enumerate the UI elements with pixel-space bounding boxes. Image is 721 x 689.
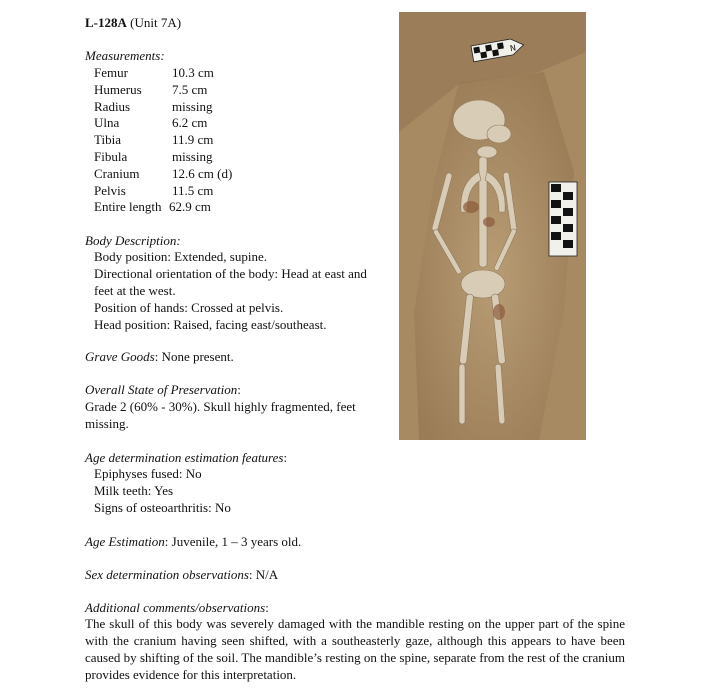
sex-determination-value: : N/A xyxy=(248,567,279,582)
body-description-heading: Body Description: xyxy=(85,233,181,248)
preservation-heading xyxy=(85,381,241,398)
preservation-label: Overall State of Preservation xyxy=(85,382,238,397)
measurement-value: 11.5 cm xyxy=(172,183,214,198)
measurement-value: 6.2 cm xyxy=(172,115,208,130)
head-position-text: Head position: Raised, facing east/southeast. xyxy=(94,317,327,332)
age-estimation-value: : Juvenile, 1 – 3 years old. xyxy=(164,534,302,549)
measurement-name: Ulna xyxy=(94,115,120,130)
measurement-name: Tibia xyxy=(94,132,121,147)
grave-goods-value: : None present. xyxy=(154,349,234,364)
age-features-heading xyxy=(85,449,287,466)
comments-label: Additional comments/observations xyxy=(85,600,266,615)
body-position-text: Body position: Extended, supine. xyxy=(94,249,267,264)
comments-paragraph: The skull of this body was severely damaged with the mandible resting on the upper part of the spine with the cranium having seen shifted, with a southeasterly gaze, although this appears to have been caused by shifting of the soil. The mandible’s resting on the spine, separate from the rest of the cranium provides evidence for this interpretation. xyxy=(85,616,625,682)
preservation-text-line-2: missing. xyxy=(85,416,129,431)
measurement-name: Radius xyxy=(94,99,131,114)
measurement-value: 12.6 cm (d) xyxy=(172,166,233,181)
age-estimation-line xyxy=(85,533,301,550)
preservation-text-line-1: Grade 2 (60% - 30%). Skull highly fragmented, feet xyxy=(85,399,356,414)
measurement-value: 7.5 cm xyxy=(172,82,208,97)
measurement-value: 62.9 cm xyxy=(169,199,211,214)
pelvis xyxy=(461,270,505,298)
measurement-name: Humerus xyxy=(94,82,142,97)
hands-position-text: Position of hands: Crossed at pelvis. xyxy=(94,300,284,315)
age-estimation-label: Age Estimation xyxy=(85,534,165,549)
measurement-name: Pelvis xyxy=(94,183,126,198)
measurement-value: 10.3 cm xyxy=(172,65,214,80)
measurement-value: 11.9 cm xyxy=(172,132,214,147)
epiphyses-text: Epiphyses fused: No xyxy=(94,466,202,481)
burial-unit: (Unit 7A) xyxy=(130,15,182,30)
spine xyxy=(479,157,487,267)
milk-teeth-text: Milk teeth: Yes xyxy=(94,483,174,498)
osteoarthritis-text: Signs of osteoarthritis: No xyxy=(94,500,231,515)
measurement-name: Cranium xyxy=(94,166,140,181)
mandible xyxy=(477,146,497,158)
measurement-name: Entire length xyxy=(94,199,162,214)
left-tibia xyxy=(459,364,465,424)
sex-determination-line xyxy=(85,566,278,583)
comments-heading xyxy=(85,599,269,616)
grave-goods-line xyxy=(85,348,234,365)
measurements-heading: Measurements: xyxy=(85,48,165,63)
burial-id: L-128A xyxy=(85,15,127,30)
measurement-value: missing xyxy=(172,99,213,114)
burial-photo xyxy=(399,12,586,440)
vertical-scale-bar xyxy=(549,182,577,256)
measurement-name: Fibula xyxy=(94,149,128,164)
measurement-value: missing xyxy=(172,149,213,164)
north-arrow-letter: N xyxy=(509,43,517,54)
orientation-text-line-2: feet at the west. xyxy=(94,283,176,298)
preservation-colon: : xyxy=(237,382,241,397)
skull-fragment xyxy=(487,125,511,143)
comments-colon: : xyxy=(265,600,269,615)
sex-determination-label: Sex determination observations xyxy=(85,567,249,582)
orientation-text-line-1: Directional orientation of the body: Head at east and xyxy=(94,266,367,281)
burial-title xyxy=(85,14,181,31)
age-features-colon: : xyxy=(283,450,288,465)
measurement-name: Femur xyxy=(94,65,128,80)
burial-photo-svg xyxy=(399,12,586,440)
grave-goods-label: Grave Goods xyxy=(85,349,155,364)
age-features-label: Age determination estimation features xyxy=(85,450,284,465)
